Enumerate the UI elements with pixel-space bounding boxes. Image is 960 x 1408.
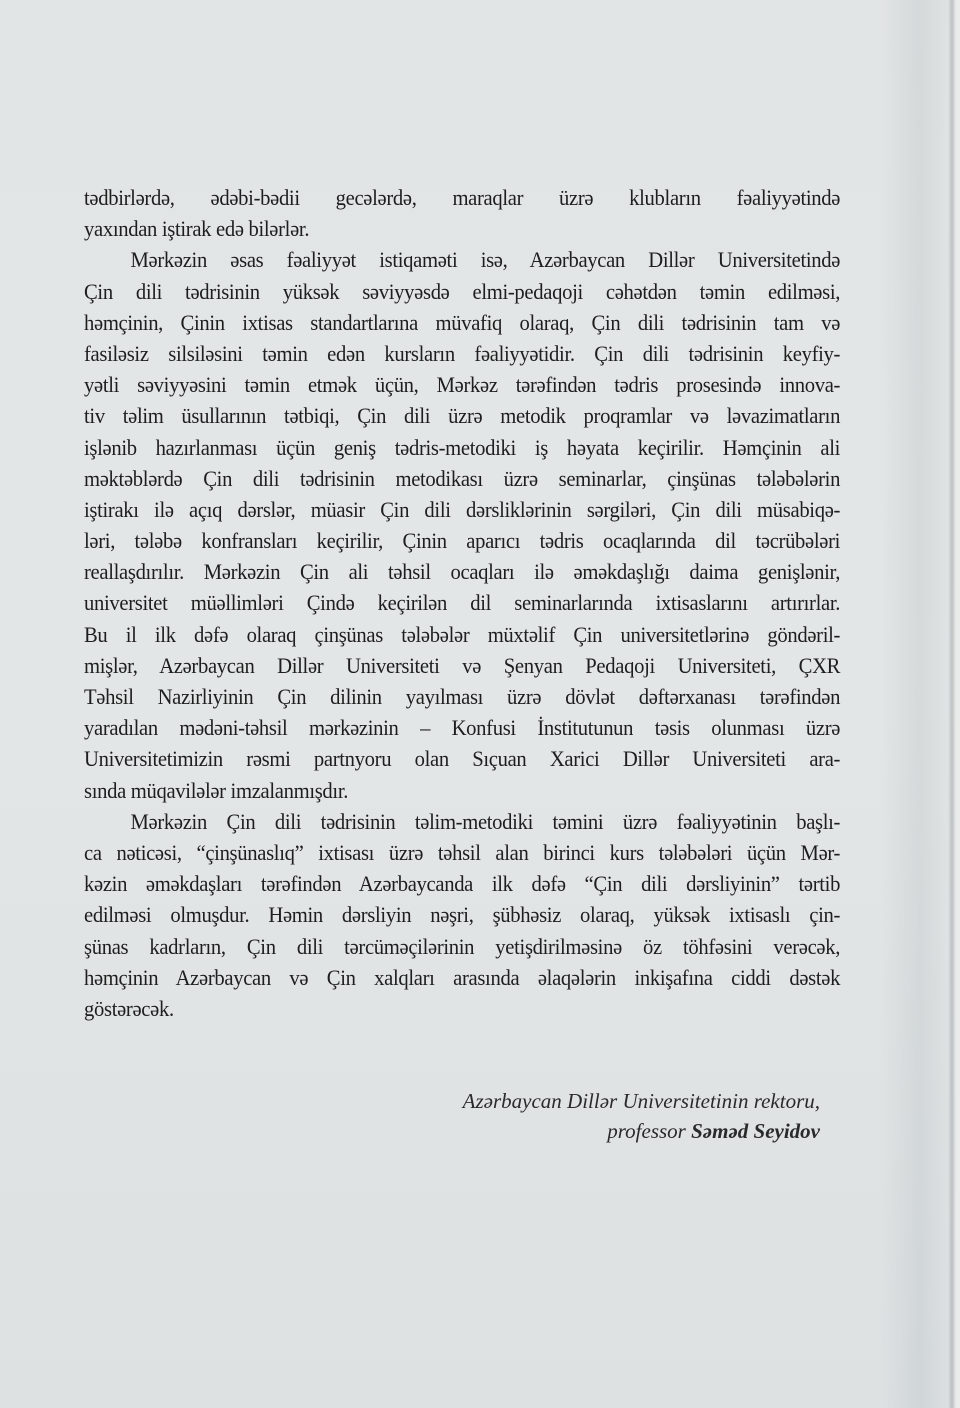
text-line: ca nəticəsi, “çinşünaslıq” ixtisası üzrə təhsil alan birinci kurs tələbələri üçün Mər- <box>84 839 841 865</box>
text-line: Universitetimizin rəsmi partnyoru olan Sıçuan Xarici Dillər Universiteti ara- <box>84 746 841 772</box>
text-line: məktəblərdə Çin dili tədrisinin metodikası üzrə seminarlar, çinşünas tələbələrin <box>84 465 841 491</box>
text-line: mişlər, Azərbaycan Dillər Universiteti və Şenyan Pedaqoji Universiteti, ÇXR <box>84 652 841 678</box>
text-line: şünas kadrların, Çin dili tərcüməçilərinin yetişdirilməsinə öz töhfəsini verəcək, <box>84 933 841 959</box>
text-line: sında müqavilələr imzalanmışdır. <box>84 777 349 803</box>
text-line: tədbirlərdə, ədəbi-bədii gecələrdə, maraqlar üzrə klubların fəaliyyətində <box>84 185 841 210</box>
text-line: işlənib hazırlanması üçün geniş tədris-metodiki iş həyata keçirilir. Həmçinin ali <box>84 434 841 460</box>
text-line: yətli səviyyəsini təmin etmək üçün, Mərkəz tərəfindən tədris prosesində innova- <box>84 372 841 398</box>
signature-rank: professor <box>607 1119 686 1143</box>
text-line: yaxından iştirak edə bilərlər. <box>84 216 310 242</box>
text-line: Mərkəzin Çin dili tədrisinin təlim-metodiki təmini üzrə fəaliyyətinin başlı- <box>130 808 841 834</box>
text-line: Bu il ilk dəfə olaraq çinşünas tələbələr müxtəlif Çin universitetlərinə göndəril- <box>84 621 841 647</box>
text-line: yaradılan mədəni-təhsil mərkəzinin – Konfusi İnstitutunun təsis olunması üzrə <box>84 715 841 741</box>
text-line: həmçinin, Çinin ixtisas standartlarına müvafiq olaraq, Çin dili tədrisinin tam və <box>84 309 841 335</box>
signature-title: Azərbaycan Dillər Universitetinin rektoru, <box>462 1089 820 1113</box>
text-line: tiv təlim üsullarının tətbiqi, Çin dili üzrə metodik proqramlar və ləvazimatların <box>84 403 841 429</box>
paragraph <box>84 806 840 1024</box>
text-line: göstərəcək. <box>84 995 174 1021</box>
signature-name: Səməd Seyidov <box>691 1119 820 1143</box>
text-line: Çin dili tədrisinin yüksək səviyyəsdə elmi-pedaqoji cəhətdən təmin edilməsi, <box>84 278 841 304</box>
paragraph <box>84 182 840 244</box>
text-line: iştirakı ilə açıq dərslər, müasir Çin dili dərsliklərinin sərgiləri, Çin dili müsabiqə- <box>84 496 841 522</box>
document-body <box>84 182 840 1024</box>
text-line: universitet müəllimləri Çində keçirilən dil seminarlarında ixtisaslarını artırırlar. <box>84 590 841 616</box>
text-line: reallaşdırılır. Mərkəzin Çin ali təhsil ocaqları ilə əməkdaşlığı daima genişlənir, <box>84 559 841 585</box>
text-line: edilməsi olmuşdur. Həmin dərsliyin nəşri, şübhəsiz olaraq, yüksək ixtisaslı çin- <box>84 902 841 928</box>
text-line: həmçinin Azərbaycan və Çin xalqları arasında əlaqələrin inkişafına ciddi dəstək <box>84 964 841 990</box>
signature-block <box>380 1086 820 1146</box>
text-line: kəzin əməkdaşları tərəfindən Azərbaycanda ilk dəfə “Çin dili dərsliyinin” tərtib <box>84 871 841 897</box>
text-line: ləri, tələbə konfransları keçirilir, Çinin aparıcı tədris ocaqlarında dil təcrübələri <box>84 528 841 554</box>
text-line: Təhsil Nazirliyinin Çin dilinin yayılması üzrə dövlət dəftərxanası tərəfindən <box>84 684 841 709</box>
signature-name-line <box>380 1116 820 1146</box>
paragraph <box>84 244 840 805</box>
scan-show-through-artifact <box>600 80 720 130</box>
text-line: fasiləsiz silsiləsini təmin edən kursların fəaliyyətidir. Çin dili tədrisinin keyfiy- <box>84 340 841 366</box>
text-line: Mərkəzin əsas fəaliyyət istiqaməti isə, Azərbaycan Dillər Universitetində <box>130 247 841 273</box>
